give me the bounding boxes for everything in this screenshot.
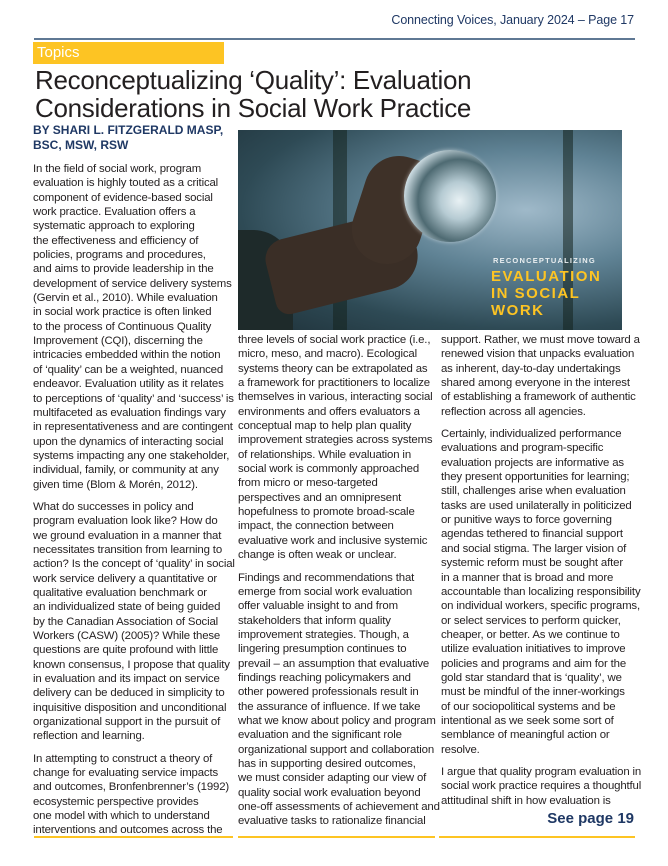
text-line: perspectives and an omnipresent (238, 491, 402, 504)
text-line: evaluative work and inclusive systemic (238, 534, 428, 547)
text-line: organizational support and collaboration (238, 743, 435, 756)
text-line: stakeholders that inform quality (238, 614, 391, 627)
image-headline (491, 268, 601, 319)
text-line: evaluation and the significant role (238, 729, 402, 742)
text-line: (Gervin et al., 2010). While evaluation (33, 292, 218, 305)
text-line: program evaluation look like? How do (33, 515, 218, 528)
text-column-1 (33, 162, 235, 846)
title-line: Considerations in Social Work Practice (35, 93, 472, 123)
text-line: endeavor. Evaluation utility as it relates (33, 378, 224, 391)
byline (33, 123, 223, 153)
title-line: Reconceptualizing ‘Quality’: Evaluation (35, 65, 472, 95)
text-line: evaluative tasks to rationalize financial (238, 815, 426, 828)
text-line: systems impacting any one stakeholder, (33, 449, 230, 462)
paragraph (33, 500, 235, 744)
text-line: hopefulness to promote broad-scale (238, 506, 415, 519)
text-line: in representativeness and are contingent (33, 421, 233, 434)
text-line: Workers (CASW) (2005)? While these (33, 630, 221, 642)
text-line: known consensus, I propose that quality (33, 658, 230, 671)
running-head: Connecting Voices, January 2024 – Page 17 (391, 13, 634, 27)
footer-rule (34, 836, 233, 838)
text-line: and social stigma. The larger vision of (441, 542, 627, 555)
text-line: multifaceted as evaluation findings vary (33, 406, 226, 419)
byline-line: BSC, MSW, RSW (33, 138, 129, 152)
text-line: resolve. (441, 743, 480, 756)
text-line: in evaluation and its impact on service (33, 673, 220, 686)
section-label: Topics (33, 42, 224, 64)
text-line: questions are quite profound with little (33, 644, 219, 657)
text-line: other powered professionals result in (238, 686, 419, 699)
text-line: policies, programs and procedures, (33, 249, 206, 262)
footer-rule (439, 836, 635, 838)
text-line: organizational support in the pursuit of (33, 716, 221, 729)
text-line: one model with which to understand (33, 810, 210, 823)
text-line: attitudinal shift in how evaluation is (441, 794, 611, 807)
text-line: work practice. Evaluation offers a (33, 206, 196, 219)
text-line: they present opportunities for learning; (441, 471, 630, 484)
text-line: individual, family, or community at any (33, 464, 219, 477)
text-line: one-off assessments of achievement and (238, 801, 440, 813)
text-line: In the field of social work, program (33, 163, 202, 175)
hero-image (238, 130, 622, 330)
footer-rule (238, 836, 435, 838)
text-line: quality social work evaluation beyond (238, 786, 421, 799)
text-line: Certainly, individualized performance (441, 428, 622, 441)
text-line: three levels of social work practice (i.e., (238, 334, 431, 346)
text-line: systems theory can be extrapolated as (238, 362, 428, 375)
text-line: and outcomes, Bronfenbrenner’s (1992) (33, 781, 230, 794)
paragraph (33, 162, 235, 492)
paragraph (238, 571, 440, 829)
image-headline-line: EVALUATION (491, 268, 602, 285)
text-line: semblance of meaningful action or (441, 729, 610, 742)
text-line: by the Canadian Association of Social (33, 615, 219, 628)
text-line: a framework for practitioners to localize (238, 377, 430, 390)
text-line: shared among everyone in the interest (441, 377, 630, 390)
text-line: social work practice requires a thoughtful (441, 780, 642, 793)
text-line: renewed vision that unpacks evaluation (441, 348, 635, 361)
text-line: intentional as we seek some sort of (441, 714, 614, 727)
paragraph (441, 765, 641, 808)
text-line: necessitates transition from learning to (33, 543, 223, 556)
text-line: has in supporting desired outcomes, (238, 757, 416, 770)
text-line: as inherent, day-to-day undertakings (441, 362, 621, 375)
text-line: in a manner that is broad and more (441, 571, 614, 584)
text-line: themselves in various, interacting social (238, 391, 433, 404)
text-line: environments and offers evaluators a (238, 405, 420, 418)
text-line: utilize evaluation initiatives to improve (441, 643, 626, 656)
text-line: ecosystemic perspective provides (33, 795, 199, 808)
text-line: given time (Blom & Morén, 2012). (33, 478, 198, 491)
text-line: delivery can be deduced in simplicity to (33, 687, 225, 700)
text-line: accountable than localizing responsibility (441, 585, 641, 598)
image-kicker: RECONCEPTUALIZING (493, 256, 596, 265)
text-line: reflection and learning. (33, 730, 145, 743)
text-line: and aims to provide leadership in the (33, 263, 214, 276)
text-line: emerge from social work evaluation (238, 585, 413, 598)
text-line: what we know about policy and program (238, 714, 436, 727)
paragraph (33, 752, 235, 838)
text-line: social work is commonly approached (238, 463, 420, 476)
text-line: the effectiveness and efficiency of (33, 234, 199, 247)
text-line: change is often weak or unclear. (238, 549, 397, 562)
text-line: prevail – an assumption that evaluative (238, 657, 430, 670)
paragraph (238, 333, 440, 563)
byline-line: BY SHARI L. FITZGERALD MASP, (33, 123, 224, 137)
text-line: Findings and recommendations that (238, 571, 415, 584)
text-line: we must consider adapting our view of (238, 772, 427, 785)
text-line: work service delivery a quantitative or (33, 572, 218, 585)
text-line: I argue that quality program evaluation in (441, 765, 642, 778)
text-line: conceptual map to help plan quality (238, 420, 412, 433)
text-line: inquisitive disposition and unconditional (33, 701, 227, 714)
text-line: or select services to perform quicker, (441, 614, 621, 627)
text-line: tasks are used unilaterally in politicized (441, 499, 632, 512)
image-headline-line: WORK (491, 302, 545, 319)
text-line: findings reaching policymakers and (238, 671, 411, 684)
text-line: impact, the connection between (238, 520, 394, 533)
text-line: intricacies embedded within the notion (33, 349, 221, 362)
text-line: must be mindful of the inner-workings (441, 686, 625, 699)
text-line: Improvement (CQI), discerning the (33, 335, 203, 348)
continuation-link[interactable]: See page 19 (547, 810, 634, 827)
paragraph (441, 427, 641, 757)
text-line: development of service delivery systems (33, 277, 232, 290)
text-line: action? Is the concept of ‘quality’ in social (33, 558, 235, 571)
text-line: cheaper, or better. As we continue to (441, 628, 620, 641)
text-column-2 (238, 333, 440, 837)
text-line: improvement strategies across systems (238, 434, 433, 447)
text-line: policies and programs and aim for the (441, 657, 627, 670)
text-line: reflection across all agencies. (441, 405, 586, 418)
text-line: systematic approach to exploring (33, 220, 195, 233)
text-line: to the process of Continuous Quality (33, 320, 212, 333)
text-line: of establishing a framework of authentic (441, 391, 636, 404)
text-column-3 (441, 333, 641, 816)
image-headline-line: IN SOCIAL (491, 285, 581, 302)
text-line: lingering presumption continues to (238, 643, 407, 656)
text-line: systemic reform must be sought after (441, 557, 623, 570)
text-line: or punitive ways to force governing (441, 514, 612, 527)
text-line: gold star standard that is ‘quality’, we (441, 671, 622, 684)
text-line: component of evidence-based social (33, 191, 213, 204)
text-line: in social work practice is often linked (33, 306, 212, 319)
text-line: micro, meso, and macro). Ecological (238, 348, 417, 361)
text-line: on individual workers, specific programs, (441, 600, 640, 613)
text-line: an individualized state of being guided (33, 601, 221, 614)
text-line: evaluation projects are informative as (441, 456, 624, 469)
text-line: still, challenges arise when evaluation (441, 485, 626, 498)
text-line: What do successes in policy and (33, 500, 194, 513)
text-line: to perceptions of ‘quality’ and ‘success’ is (33, 392, 234, 405)
text-line: we ground evaluation in a manner that (33, 529, 222, 542)
text-line: In attempting to construct a theory of (33, 752, 213, 765)
text-line: of ‘quality’ can be a weighted, nuanced (33, 363, 224, 376)
text-line: evaluation is highly touted as a critical (33, 177, 219, 190)
header-divider (34, 38, 635, 40)
text-line: qualitative evaluation benchmark or (33, 586, 207, 599)
text-line: upon the dynamics of interacting social (33, 435, 224, 448)
paragraph (441, 333, 641, 419)
article-title (35, 66, 471, 122)
crystal-ball (404, 150, 496, 242)
text-line: support. Rather, we must move toward a (441, 334, 640, 346)
text-line: agendas tethered to financial support (441, 528, 623, 541)
text-line: the assurance of influence. If we take (238, 700, 421, 713)
text-line: of our sociopolitical systems and be (441, 700, 616, 713)
text-line: improvement strategies. Though, a (238, 628, 409, 641)
text-line: change for evaluating service impacts (33, 767, 219, 780)
text-line: evaluations and program-specific (441, 442, 604, 455)
text-line: interventions and outcomes across the (33, 824, 223, 837)
text-line: offer valuable insight to and from (238, 600, 398, 613)
text-line: of relationships. While evaluation in (238, 448, 412, 461)
text-line: from micro or meso-targeted (238, 477, 378, 490)
